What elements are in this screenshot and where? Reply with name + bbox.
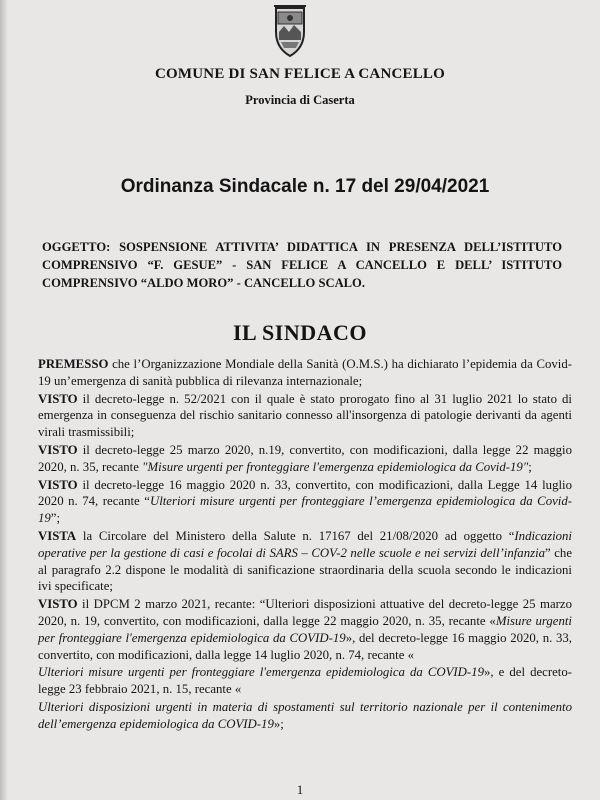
paragraph-keyword: VISTO — [38, 391, 78, 406]
body-paragraph — [38, 699, 572, 733]
paragraph-tail: », e del decreto-legge 23 febbraio 2021, n. 15, recante « — [38, 665, 572, 697]
paragraph-citation: Ulteriori disposizioni urgenti in materia di spostamenti sul territorio nazionale per il contenimento dell’emergenza epidemiologica da COVID-19 — [38, 699, 572, 731]
paragraph-citation: "Misure urgenti per fronteggiare l'emergenza epidemiologica da Covid-19" — [142, 459, 529, 474]
body-paragraph — [38, 528, 572, 595]
document-body — [38, 356, 572, 734]
paragraph-keyword: VISTA — [38, 528, 77, 543]
body-paragraph — [38, 391, 572, 441]
paragraph-keyword: VISTO — [38, 477, 78, 492]
paragraph-tail: ” che al paragrafo 2.2 dispone le modalità di sanificazione straordinaria della scuola secondo le indicazioni ivi specificate; — [38, 545, 572, 594]
section-heading: IL SINDACO — [233, 320, 367, 345]
paragraph-text: il decreto-legge n. 52/2021 con il quale è stato prorogato fino al 31 luglio 2021 lo stato di emergenza in conseguenza del rischio sanitario connesso all'insorgenza di patologie derivanti da agenti virali trasmissibili; — [38, 391, 572, 440]
paragraph-keyword: VISTO — [38, 442, 78, 457]
body-paragraph — [38, 442, 572, 476]
paragraph-keyword: VISTO — [38, 597, 78, 612]
paragraph-keyword: PREMESSO — [38, 357, 109, 371]
provincia-name: Provincia di Caserta — [245, 93, 355, 107]
comune-name: COMUNE DI SAN FELICE A CANCELLO — [155, 66, 445, 82]
body-paragraph — [38, 356, 572, 390]
paragraph-citation: Ulteriori misure urgenti per fronteggiare l'emergenza epidemiologica da COVID-19 — [38, 665, 484, 680]
paragraph-text: il decreto-legge 16 maggio 2020 n. 33, convertito, con modificazioni, dalla Legge 14 luglio 2020 n. 74, recante “ — [38, 477, 572, 509]
paragraph-text: che l’Organizzazione Mondiale della Sanità (O.M.S.) ha dichiarato l’epidemia da Covid-19 un’emergenza di sanità pubblica di rilevanza internazionale; — [38, 357, 572, 388]
municipal-crest-icon — [268, 2, 312, 58]
paragraph-tail: », del decreto-legge 16 maggio 2020, n. 33, convertito, con modificazioni, dalla legge 14 luglio 2020, n. 74, recante « — [38, 630, 572, 662]
paragraph-text: la Circolare del Ministero della Salute n. 17167 del 21/08/2020 ad oggetto “ — [76, 528, 515, 543]
page-shadow-left — [0, 0, 8, 800]
paragraph-tail: »; — [273, 716, 284, 731]
paragraph-citation: Ulteriori misure urgenti per fronteggiare l’emergenza epidemiologica da Covid-19 — [38, 494, 572, 526]
paragraph-text: il DPCM 2 marzo 2021, recante: “Ulteriori disposizioni attuative del decreto-legge 25 marzo 2020, n. 19, convertito, con modificazioni, dalla legge 22 maggio 2020, n. 35, recante « — [38, 597, 572, 628]
ordinance-title: Ordinanza Sindacale n. 17 del 29/04/2021 — [120, 176, 490, 197]
body-paragraph — [38, 477, 572, 527]
paragraph-citation: Misure urgenti per fronteggiare l'emergenza epidemiologica da COVID-19 — [38, 613, 572, 645]
paragraph-citation: Indicazioni operative per la gestione di casi e focolai di SARS – COV-2 nelle scuole e nei servizi dell’infanzia — [38, 528, 572, 560]
paragraph-tail: ”; — [50, 511, 61, 526]
page-number: 1 — [296, 782, 304, 797]
paragraph-text: il decreto-legge 25 marzo 2020, n.19, convertito, con modificazioni, dalla legge 22 maggio 2020, n. 35, recante — [38, 442, 572, 474]
subject-paragraph: OGGETTO: SOSPENSIONE ATTIVITA’ DIDATTICA IN PRESENZA DELL’ISTITUTO COMPRENSIVO “F. GESUE” - SAN FELICE A CANCELLO E DELL’ ISTITUTO COMPRENSIVO “ALDO MORO” - CANCELLO SCALO. — [42, 240, 562, 290]
body-paragraph — [38, 596, 572, 663]
paragraph-tail: ; — [528, 459, 532, 474]
body-paragraph — [38, 664, 572, 698]
